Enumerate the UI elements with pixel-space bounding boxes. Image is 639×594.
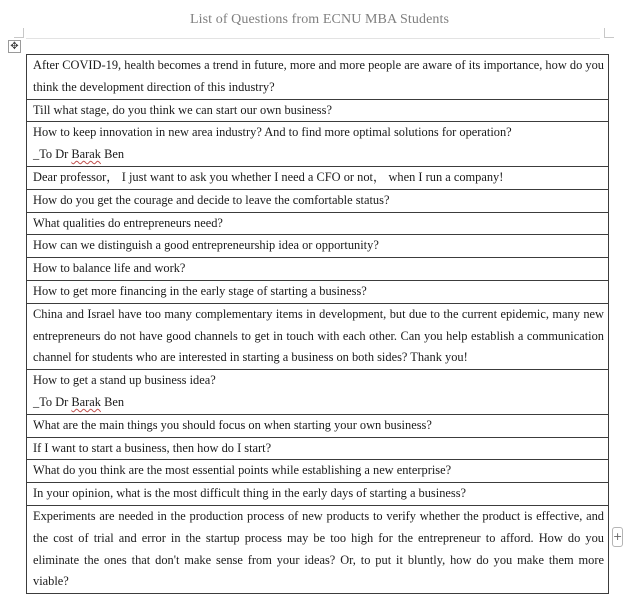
question-text: How to balance life and work?	[33, 261, 186, 276]
table-row	[27, 122, 609, 167]
addressee-name: Barak	[71, 394, 101, 409]
question-text: How do you get the courage and decide to leave the comfortable status?	[33, 192, 390, 207]
question-text: After COVID-19, health becomes a trend in future, more and more people are aware of its importance, how do you think the development direction of this industry?	[33, 58, 604, 94]
question-cell[interactable]	[27, 99, 609, 122]
question-cell[interactable]	[27, 122, 609, 167]
margin-corner-mark-left	[14, 28, 24, 38]
addressee-suffix: Ben	[100, 147, 125, 162]
question-text: In your opinion, what is the most difficult thing in the early days of starting a business?	[33, 486, 467, 501]
table-row	[27, 460, 609, 483]
add-row-plus-icon[interactable]: +	[612, 527, 623, 547]
question-text: What do you think are the most essential points while establishing a new enterprise?	[33, 463, 452, 478]
header-divider	[26, 38, 600, 39]
table-row	[27, 212, 609, 235]
question-text: How to get more financing in the early stage of starting a business?	[33, 283, 367, 298]
questions-table	[26, 54, 609, 594]
question-text: Experiments are needed in the production process of new products to verify whether the product is effective, and the cost of trial and error in the startup process may be too high for the entrepreneur to afford. How do you eliminate the ones that don't make sense from your ideas? Or, to put it bluntly, how do you make them more viable?	[33, 508, 604, 589]
table-row	[27, 505, 609, 593]
question-cell[interactable]	[27, 414, 609, 437]
table-row	[27, 437, 609, 460]
question-cell[interactable]	[27, 460, 609, 483]
table-row	[27, 99, 609, 122]
table-row	[27, 189, 609, 212]
question-text: How can we distinguish a good entrepreneurship idea or opportunity?	[33, 238, 379, 253]
table-row	[27, 55, 609, 100]
addressee-line	[33, 392, 604, 414]
question-cell[interactable]	[27, 189, 609, 212]
question-text: What are the main things you should focus on when starting your own business?	[33, 417, 432, 432]
question-cell[interactable]	[27, 483, 609, 506]
question-text: Dear professor， I just want to ask you whether I need a CFO or not， when I run a company!	[33, 169, 504, 184]
addressee-prefix: _To Dr	[33, 147, 72, 162]
question-cell[interactable]	[27, 212, 609, 235]
table-row	[27, 166, 609, 189]
question-text: Till what stage, do you think we can start our own business?	[33, 102, 332, 117]
question-text: How to get a stand up business idea?	[33, 373, 216, 388]
addressee-suffix: Ben	[100, 394, 125, 409]
question-text: If I want to start a business, then how do I start?	[33, 440, 272, 455]
table-row	[27, 483, 609, 506]
addressee-line	[33, 144, 604, 166]
question-cell[interactable]	[27, 505, 609, 593]
question-cell[interactable]	[27, 303, 609, 369]
question-cell[interactable]	[27, 437, 609, 460]
question-cell[interactable]	[27, 258, 609, 281]
question-text: China and Israel have too many complementary items in development, but due to the current epidemic, many new entrepreneurs do not have good channels to get in touch with each other. Can you help establish a communication channel for students who are interested in starting a business on both sides? Thank you!	[33, 306, 604, 365]
question-text: What qualities do entrepreneurs need?	[33, 215, 223, 230]
question-cell[interactable]	[27, 235, 609, 258]
question-cell[interactable]	[27, 55, 609, 100]
table-row	[27, 258, 609, 281]
question-cell[interactable]	[27, 166, 609, 189]
addressee-prefix: _To Dr	[33, 394, 72, 409]
table-row	[27, 280, 609, 303]
page-title: List of Questions from ECNU MBA Students	[189, 12, 450, 27]
table-row	[27, 414, 609, 437]
question-cell[interactable]	[27, 280, 609, 303]
table-row	[27, 370, 609, 415]
table-move-handle-icon[interactable]: ✥	[8, 40, 21, 53]
question-text: How to keep innovation in new area industry? And to find more optimal solutions for operation?	[33, 125, 512, 140]
table-row	[27, 303, 609, 369]
margin-corner-mark-right	[604, 28, 614, 38]
question-cell[interactable]	[27, 370, 609, 415]
addressee-name: Barak	[71, 147, 101, 162]
table-row	[27, 235, 609, 258]
